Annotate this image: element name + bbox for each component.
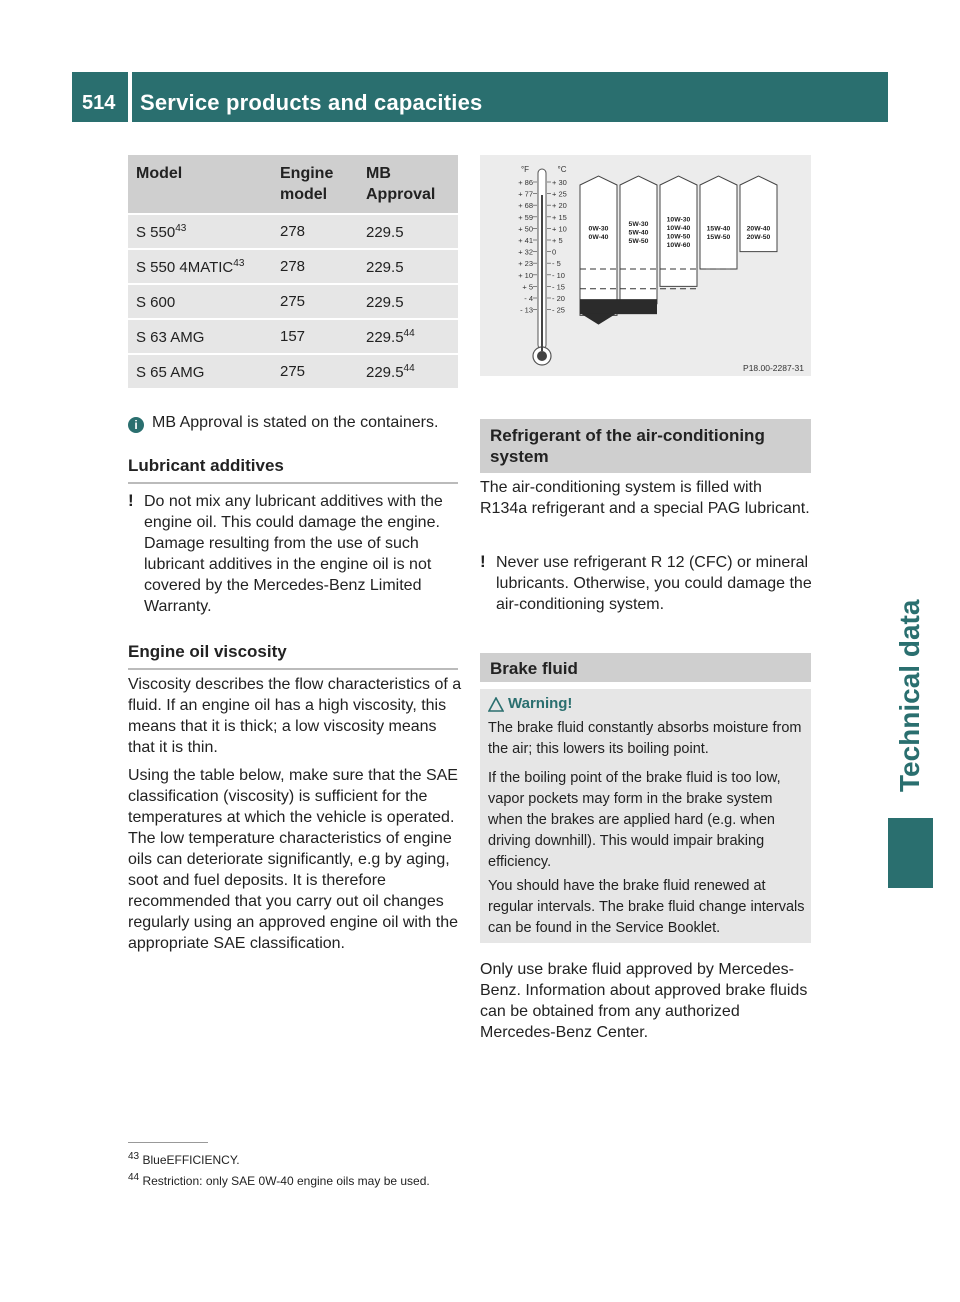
info-icon: i xyxy=(128,417,144,433)
c-tick-label: + 20 xyxy=(552,201,567,211)
c-tick-label: - 25 xyxy=(552,305,565,315)
cell-approval xyxy=(358,283,458,318)
cell-model xyxy=(128,283,272,318)
brake-warning-box xyxy=(480,689,811,943)
footnote-ref: 44 xyxy=(403,327,415,339)
info-note-text: MB Approval is stated on the containers. xyxy=(152,414,439,431)
c-tick-label: - 10 xyxy=(552,270,565,280)
model-text: S 63 AMG xyxy=(136,328,205,346)
approval-text: 229.5 xyxy=(366,293,404,311)
table-row xyxy=(128,318,458,353)
table-row xyxy=(128,248,458,283)
lubricant-warning xyxy=(128,490,476,617)
cell-engine: 275 xyxy=(272,283,358,318)
table-row xyxy=(128,353,458,388)
footnote-text: BlueEFFICIENCY. xyxy=(142,1153,240,1167)
viscosity-para-2: Using the table below, make sure that the SAE classification (viscosity) is sufficient for the temperatures at which the vehicle is operated. The low temperature characteristics of engine oils can deteriorate significantly, e.g by aging, soot and fuel deposits. It is therefore recommended that you carry out oil changes regularly using an approved engine oil with the appropriate SAE classification. xyxy=(128,767,458,952)
viscosity-chart-svg xyxy=(480,155,811,376)
page-title: Service products and capacities xyxy=(140,90,483,115)
cell-approval xyxy=(358,248,458,283)
lubricant-warning-text: Do not mix any lubricant additives with the engine oil. This could damage the engine. Damage resulting from the use of such lubricant additives in the engine oil is not covered by the Mercedes-Benz Limited Warranty. xyxy=(144,493,443,615)
cell-engine: 157 xyxy=(272,318,358,353)
f-tick-label: + 59 xyxy=(518,212,533,222)
table-row xyxy=(128,283,458,318)
refrigerant-warning-text: Never use refrigerant R 12 (CFC) or mineral lubricants. Otherwise, you could damage the air-conditioning system. xyxy=(496,554,812,613)
grade-label: 0W-30 xyxy=(588,225,609,233)
grade-label: 10W-60 xyxy=(666,242,691,249)
col-header-model: Model xyxy=(128,155,272,213)
approval-text: 229.5 xyxy=(366,328,404,346)
grade-label: 5W-30 xyxy=(628,221,649,228)
grade-label: 15W-40 xyxy=(706,225,731,233)
grade-label: 20W-40 xyxy=(746,225,771,233)
footnotes xyxy=(128,1148,430,1190)
model-text: S 550 4MATIC xyxy=(136,258,234,276)
model-text: S 600 xyxy=(136,293,176,311)
cell-model xyxy=(128,318,272,353)
footnote-44 xyxy=(128,1169,430,1190)
info-note xyxy=(128,412,458,433)
side-tab-marker xyxy=(888,818,933,888)
cell-engine: 278 xyxy=(272,248,358,283)
footnote-rule xyxy=(128,1142,208,1143)
thermometer-bulb-fill xyxy=(537,351,547,361)
footnote-ref: 43 xyxy=(175,222,187,234)
approval-text: 229.5 xyxy=(366,363,404,381)
refrigerant-text: The air-conditioning system is filled with R134a refrigerant and a special PAG lubricant. xyxy=(480,479,810,517)
grade-label: 15W-50 xyxy=(706,234,731,241)
page-header xyxy=(72,72,888,122)
cell-model xyxy=(128,213,272,248)
c-tick-label: - 20 xyxy=(552,294,565,303)
cell-model xyxy=(128,353,272,388)
footnote-ref: 43 xyxy=(233,257,245,269)
grade-label: 0W-40 xyxy=(588,234,609,241)
f-tick-label: + 77 xyxy=(518,189,533,199)
col-header-engine xyxy=(272,155,358,213)
warning-title: Warning! xyxy=(508,695,573,712)
column-point xyxy=(580,313,617,325)
header-divider xyxy=(128,72,132,122)
viscosity-chart xyxy=(480,155,811,376)
c-tick-label: 0 xyxy=(552,247,557,257)
c-tick-label: + 15 xyxy=(552,212,567,222)
model-text: S 65 AMG xyxy=(136,363,205,381)
f-tick-label: - 13 xyxy=(520,305,533,315)
low-temp-band xyxy=(580,299,657,314)
f-tick-label: + 41 xyxy=(518,236,533,245)
f-tick-label: + 68 xyxy=(518,201,533,211)
footnote-text: Restriction: only SAE 0W-40 engine oils may be used. xyxy=(142,1174,430,1188)
cell-engine: 275 xyxy=(272,353,358,388)
cell-model xyxy=(128,248,272,283)
c-tick-label: + 25 xyxy=(552,189,567,199)
footnote-43 xyxy=(128,1148,430,1169)
brake-warning-2: If the boiling point of the brake fluid is too low, vapor pockets may form in the brake system when the brakes are applied hard (e.g. when driving downhill). This would impair braking efficiency. xyxy=(488,770,781,870)
brake-warning-3: You should have the brake fluid renewed at regular intervals. The brake fluid change intervals can be found in the Service Booklet. xyxy=(488,878,805,936)
col-header-engine-text: Engine model xyxy=(280,165,334,203)
caution-icon: ! xyxy=(480,552,486,571)
f-tick-label: + 23 xyxy=(518,259,533,269)
brake-warning-1: The brake fluid constantly absorbs moisture from the air; this lowers its boiling point. xyxy=(488,720,802,757)
c-tick-label: + 5 xyxy=(552,236,563,245)
lubricant-heading: Lubricant additives xyxy=(128,456,458,484)
unit-f-label: °F xyxy=(520,165,530,174)
c-tick-label: + 10 xyxy=(552,224,567,234)
footnote-number: 43 xyxy=(128,1151,140,1162)
f-tick-label: + 5 xyxy=(522,282,533,292)
grade-label: 5W-50 xyxy=(628,238,649,245)
f-tick-label: + 50 xyxy=(518,224,533,234)
figure-code: P18.00-2287-31 xyxy=(743,363,804,373)
approval-text: 229.5 xyxy=(366,258,404,276)
c-tick-label: - 5 xyxy=(552,259,561,269)
unit-c-label: °C xyxy=(557,165,567,174)
caution-icon: ! xyxy=(128,491,134,510)
refrigerant-heading: Refrigerant of the air-conditioning system xyxy=(480,419,811,473)
warning-triangle-icon xyxy=(488,697,504,712)
grade-label: 10W-50 xyxy=(666,233,691,241)
page-number: 514 xyxy=(82,92,116,114)
f-tick-label: - 4 xyxy=(524,294,533,303)
footnote-ref: 44 xyxy=(403,362,415,374)
cell-engine: 278 xyxy=(272,213,358,248)
oil-approval-table xyxy=(128,155,458,388)
approval-text: 229.5 xyxy=(366,223,404,241)
cell-approval xyxy=(358,318,458,353)
table-row xyxy=(128,213,458,248)
grade-column xyxy=(580,176,617,315)
refrigerant-warning xyxy=(480,551,826,615)
table-header-row xyxy=(128,155,458,213)
grade-label: 10W-40 xyxy=(666,225,691,232)
viscosity-heading: Engine oil viscosity xyxy=(128,642,458,670)
grade-label: 5W-40 xyxy=(628,229,649,237)
footnote-number: 44 xyxy=(128,1172,140,1183)
cell-approval xyxy=(358,213,458,248)
brake-text: Only use brake fluid approved by Mercedes-Benz. Information about approved brake fluids can be obtained from any authorized Mercedes-Benz Center. xyxy=(480,961,808,1041)
c-tick-label: - 15 xyxy=(552,282,565,292)
grade-label: 10W-30 xyxy=(666,216,691,224)
model-text: S 550 xyxy=(136,223,176,241)
grade-column xyxy=(700,176,737,269)
viscosity-para-1: Viscosity describes the flow characteristics of a fluid. If an engine oil has a high viscosity, this means that it is thick; a low viscosity means that it is thin. xyxy=(128,676,462,756)
f-tick-label: + 32 xyxy=(518,247,533,257)
cell-approval xyxy=(358,353,458,388)
side-tab-label: Technical data xyxy=(894,599,925,792)
grade-label: 20W-50 xyxy=(746,234,771,241)
col-header-approval-text: MB Approval xyxy=(366,165,436,203)
f-tick-label: + 10 xyxy=(518,270,533,280)
c-tick-label: + 30 xyxy=(552,178,567,187)
col-header-approval xyxy=(358,155,458,213)
brake-heading: Brake fluid xyxy=(480,653,811,682)
f-tick-label: + 86 xyxy=(518,178,533,187)
